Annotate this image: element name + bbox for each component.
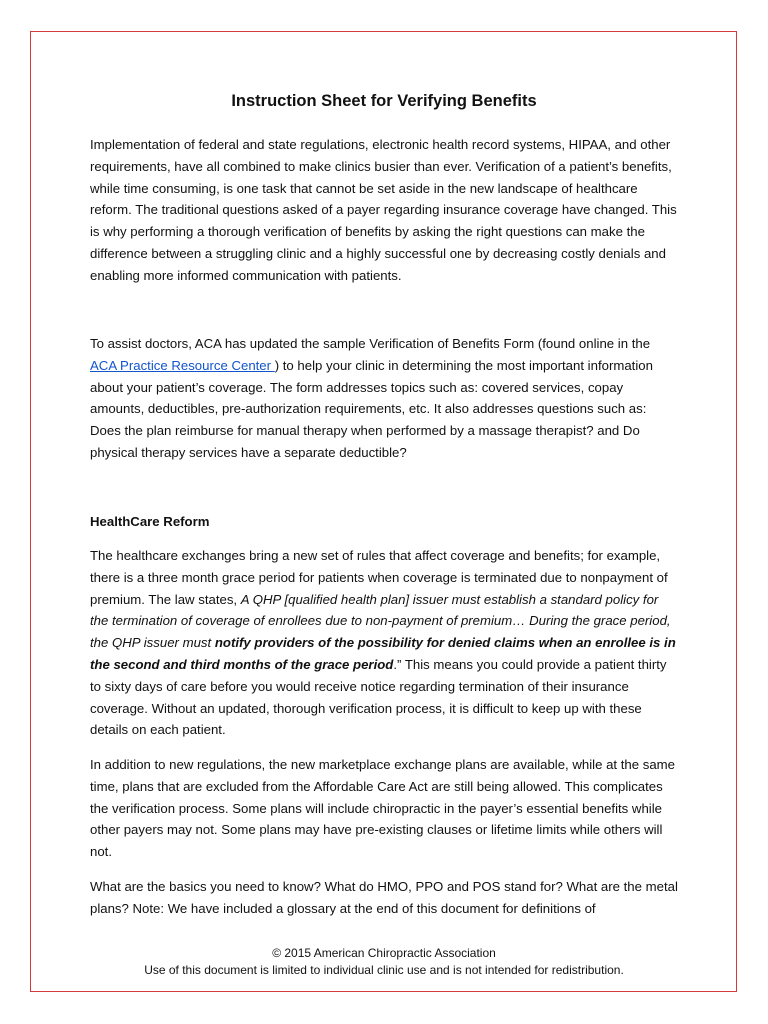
basics-paragraph: [90, 876, 680, 920]
qhp-quote-bold: notify providers of the possibility for denied claims when an enrollee is in the second and third months of the grace period: [90, 635, 676, 672]
footer-notice: Use of this document is limited to individual clinic use and is not intended for redistribution.: [144, 963, 624, 977]
grace-period-paragraph: [90, 545, 680, 741]
aca-form-paragraph: [90, 333, 680, 464]
aca-practice-resource-center-link[interactable]: ACA Practice Resource Center: [90, 357, 275, 373]
grace-period-text-end: .” This means you could provide a patient thirty to sixty days of care before you would receive notice regarding termination of their insurance coverage. Without an updated, thorough verification process, it is difficult to keep up with these details on each patient.: [90, 656, 667, 738]
footer-copyright: © 2015 American Chiropractic Association: [272, 946, 496, 960]
healthcare-reform-heading: HealthCare Reform: [90, 514, 210, 529]
grace-period-text-start: The healthcare exchanges bring a new set of rules that affect coverage and benefits; for example, there is a three month grace period for patients when coverage is terminated due to nonpayment of premium. The law states,: [90, 548, 668, 607]
qhp-quote-italic: A QHP [qualified health plan] issuer must establish a standard policy for the termination of coverage of enrollees due to non-payment of premium… During the grace period, the QHP issuer must: [90, 591, 671, 651]
intro-text: Implementation of federal and state regulations, electronic health record systems, HIPAA, and other requirements, have all combined to make clinics busier than ever. Verification of a patient’s benefits, while time consuming, is one task that cannot be set aside in the new landscape of healthcare reform. The traditional questions asked of a payer regarding insurance coverage have changed. This is why performing a thorough verification of benefits by asking the right questions can make the difference between a struggling clinic and a highly successful one by decreasing costly denials and enabling more informed communication with patients.: [90, 137, 677, 283]
marketplace-text: In addition to new regulations, the new marketplace exchange plans are available, while at the same time, plans that are excluded from the Affordable Care Act are still being allowed. This complicates the verification process. Some plans will include chiropractic in the payer’s essential benefits while other payers may not. Some plans may have pre-existing clauses or lifetime limits while others will not.: [90, 757, 676, 860]
aca-form-text-end: ) to help your clinic in determining the most important information about your patient’s coverage. The form addresses topics such as: covered services, copay amounts, deductibles, pre-authorization requirements, etc. It also addresses questions such as: Does the plan reimburse for manual therapy when performed by a massage therapist? and Do physical therapy services have a separate deductible?: [90, 357, 653, 460]
marketplace-paragraph: [90, 754, 680, 863]
document-title: Instruction Sheet for Verifying Benefits: [231, 92, 537, 110]
basics-text: What are the basics you need to know? What do HMO, PPO and POS stand for? What are the metal plans? Note: We have included a glossary at the end of this document for definitions of: [90, 879, 678, 916]
intro-paragraph: [90, 134, 680, 287]
aca-form-text-start: To assist doctors, ACA has updated the sample Verification of Benefits Form (found online in the: [90, 336, 651, 351]
